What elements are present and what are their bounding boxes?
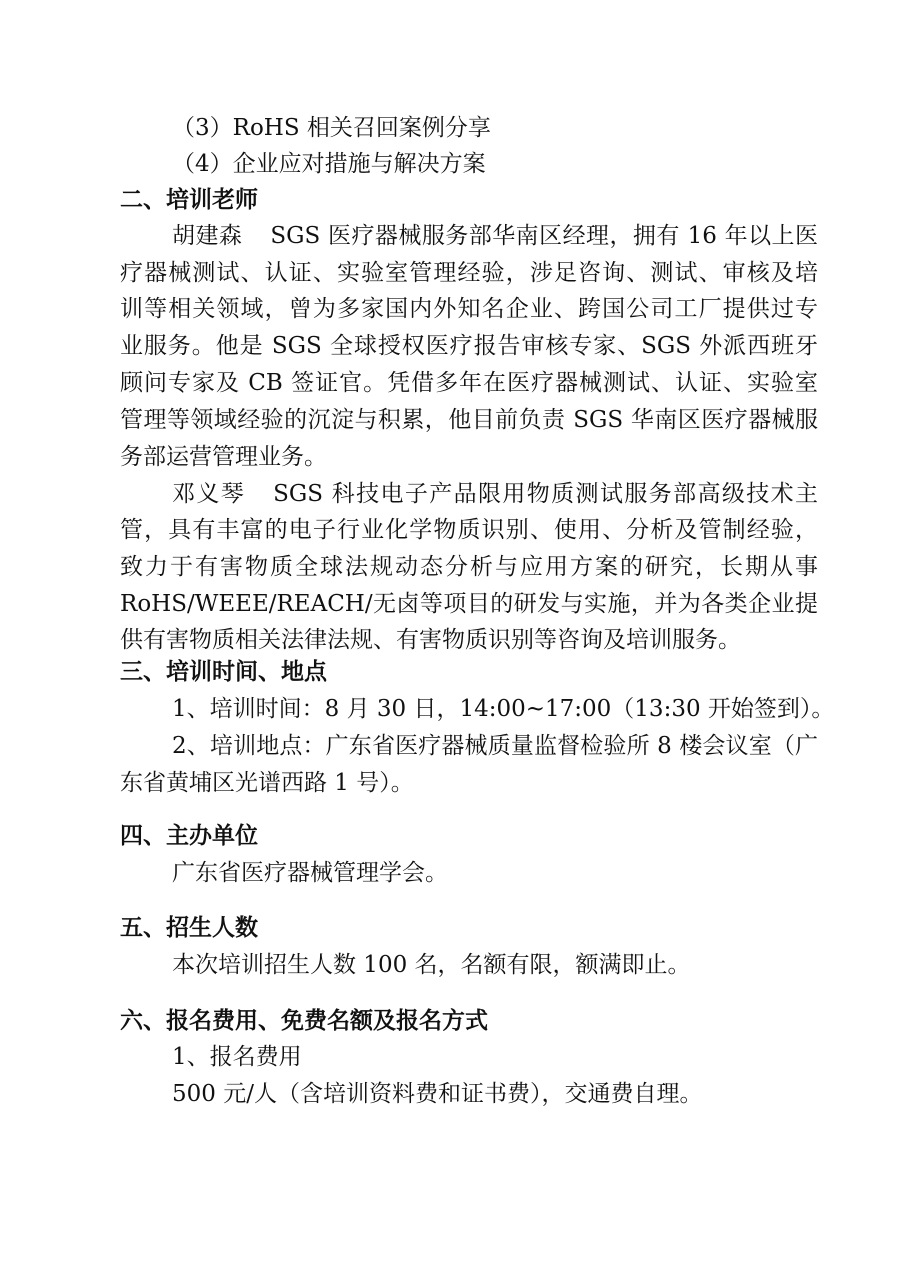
section-heading-organizer: 四、主办单位	[120, 822, 258, 849]
teacher-1-name: 胡建森	[172, 223, 243, 249]
teacher-1-line: 业服务。他是 SGS 全球授权医疗报告审核专家、SGS 外派西班牙	[120, 333, 818, 359]
teacher-2-line: RoHS/WEEE/REACH/无卤等项目的研发与实施，并为各类企业提	[120, 591, 818, 617]
training-time: 1、培训时间：8 月 30 日，14:00~17:00（13:30 开始签到）。	[172, 696, 835, 722]
section-heading-time-place: 三、培训时间、地点	[120, 658, 327, 685]
organizer-text: 广东省医疗器械管理学会。	[172, 860, 448, 886]
teacher-1-line: 训等相关领域，曾为多家国内外知名企业、跨国公司工厂提供过专	[120, 296, 818, 322]
section-heading-enrollment: 五、招生人数	[120, 914, 258, 941]
teacher-1-line: 管理等领域经验的沉淀与积累，他目前负责 SGS 华南区医疗器械服	[120, 407, 818, 433]
section-heading-teachers: 二、培训老师	[120, 186, 258, 213]
teacher-2-line: SGS 科技电子产品限用物质测试服务部高级技术主	[273, 481, 818, 507]
teacher-1-line: 疗器械测试、认证、实验室管理经验，涉足咨询、测试、审核及培	[120, 260, 818, 286]
teacher-1-line: 务部运营管理业务。	[120, 444, 327, 470]
teacher-1-line: SGS 医疗器械服务部华南区经理，拥有 16 年以上医	[270, 223, 818, 249]
teacher-2-line: 管，具有丰富的电子行业化学物质识别、使用、分析及管制经验，	[120, 517, 818, 543]
teacher-2-line: 供有害物质相关法律法规、有害物质识别等咨询及培训服务。	[120, 627, 741, 653]
training-place-line-2: 东省黄埔区光谱西路 1 号）。	[120, 770, 414, 796]
registration-fee-subheading: 1、报名费用	[172, 1044, 302, 1070]
section-heading-registration: 六、报名费用、免费名额及报名方式	[120, 1007, 488, 1034]
teacher-1-first-line	[172, 219, 818, 253]
training-place-line-1: 2、培训地点：广东省医疗器械质量监督检验所 8 楼会议室（广	[172, 733, 818, 759]
registration-fee-text: 500 元/人（含培训资料费和证书费），交通费自理。	[172, 1081, 703, 1107]
list-item-4: （4）企业应对措施与解决方案	[172, 151, 486, 177]
list-item-3: （3）RoHS 相关召回案例分享	[172, 115, 491, 141]
teacher-1-line: 顾问专家及 CB 签证官。凭借多年在医疗器械测试、认证、实验室	[120, 370, 818, 396]
enrollment-text: 本次培训招生人数 100 名，名额有限，额满即止。	[172, 952, 691, 978]
teacher-2-name: 邓义琴	[172, 481, 246, 507]
teacher-2-first-line	[172, 477, 818, 511]
teacher-2-line: 致力于有害物质全球法规动态分析与应用方案的研究，长期从事	[120, 554, 818, 580]
